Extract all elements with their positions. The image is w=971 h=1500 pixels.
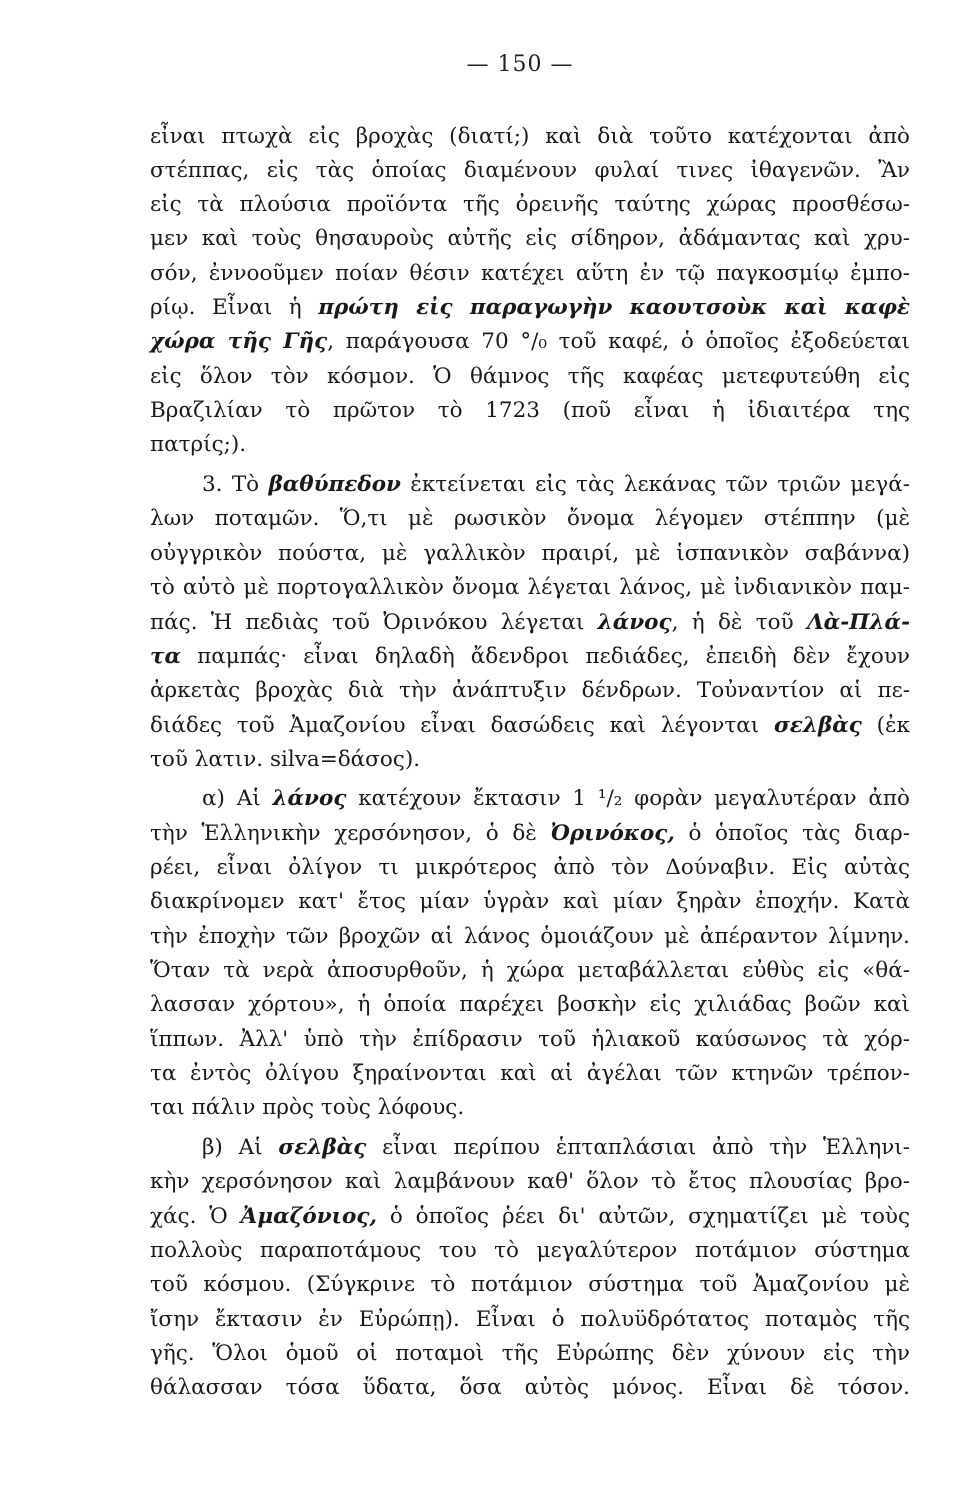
text-line: [150, 257, 910, 291]
text-line: [150, 222, 910, 256]
text-run: ρίῳ. Εἶναι ἡ: [150, 295, 319, 320]
text-run: γῆς. Ὅλοι ὁμοῦ οἱ ποταμοὶ τῆς Εὐρώπης δὲν χύνουν εἰς τὴν: [150, 1341, 910, 1366]
text-run: τα ἐντὸς ὀλίγου ξηραίνονται καὶ αἱ ἀγέλαι τῶν κτηνῶν τρέπον-: [150, 1061, 910, 1086]
text-line: [150, 1165, 910, 1199]
text-run: οὐγγρικὸν πούστα, μὲ γαλλικὸν πραιρί, μὲ ἱσπανικὸν σαβάννα): [150, 541, 910, 566]
text-line: [150, 817, 910, 851]
text-run: ται πάλιν πρὸς τοὺς λόφους.: [150, 1095, 465, 1120]
emphasized-term: σελβὰς: [773, 713, 862, 738]
text-run: τὴν ἐποχὴν τῶν βροχῶν αἱ λάνος ὁμοιάζουν μὲ ἀπέραντον λίμνην.: [150, 924, 910, 949]
text-run: , παράγουσα 70 °/₀ τοῦ καφέ, ὁ ὁποῖος ἐξοδεύεται: [327, 329, 910, 354]
text-line: [150, 1234, 910, 1268]
text-run: παμπάς· εἶναι δηλαδὴ ἄδενδροι πεδιάδες, ἐπειδὴ δὲν ἔχουν: [181, 644, 910, 669]
text-line: [150, 1268, 910, 1302]
text-line: [150, 851, 910, 885]
text-run: διακρίνομεν κατ' ἔτος μίαν ὑγρὰν καὶ μίαν ξηρὰν ἐποχήν. Κατὰ: [150, 889, 910, 914]
emphasized-term: σελβὰς: [278, 1135, 367, 1160]
text-line: [202, 468, 910, 502]
text-line: [150, 920, 910, 954]
page-number: — 150 —: [466, 52, 574, 77]
emphasized-term: βαθύπεδον: [268, 472, 401, 497]
emphasized-term: λάνος: [272, 786, 347, 811]
text-line: [150, 428, 910, 462]
text-line: [150, 537, 910, 571]
text-line: [202, 1131, 910, 1165]
text-line: [150, 1337, 910, 1371]
text-line: [150, 1303, 910, 1337]
text-run: τὸ αὐτὸ μὲ πορτογαλλικὸν ὄνομα λέγεται λάνος, μὲ ἰνδιανικὸν παμ-: [150, 575, 910, 600]
text-run: ὁ ὁποῖος τὰς διαρ-: [674, 821, 910, 846]
text-line: [150, 1023, 910, 1057]
text-run: ὁ ὁποῖος ῥέει δι' αὐτῶν, σχηματίζει μὲ τοὺς: [376, 1204, 910, 1229]
text-run: ἐκτείνεται εἰς τὰς λεκάνας τῶν τριῶν μεγά-: [400, 472, 910, 497]
text-line: [150, 291, 910, 325]
text-run: σόν, ἐννοοῦμεν ποίαν θέσιν κατέχει αὕτη ἐν τῷ παγκοσμίῳ ἐμπο-: [150, 261, 910, 286]
text-run: κατέχουν ἔκτασιν 1 ¹/₂ φορὰν μεγαλυτέραν ἀπὸ: [346, 786, 910, 811]
text-line: [150, 1371, 910, 1405]
text-run: στέππας, εἰς τὰς ὁποίας διαμένουν φυλαί τινες ἰθαγενῶν. Ἂν: [150, 158, 910, 183]
text-line: [150, 1057, 910, 1091]
text-line: [150, 640, 910, 674]
emphasized-term: τα: [150, 644, 182, 669]
text-run: 3. Τὸ: [202, 472, 269, 497]
text-run: εἶναι περίπου ἑπταπλάσιαι ἀπὸ τὴν Ἑλληνι-: [366, 1135, 910, 1160]
text-run: , ἡ δὲ τοῦ: [671, 610, 807, 635]
text-line: [150, 1091, 910, 1125]
text-run: εἰς ὅλον τὸν κόσμον. Ὁ θάμνος τῆς καφέας μετεφυτεύθη εἰς: [150, 364, 910, 389]
emphasized-term: λάνος: [597, 610, 672, 635]
text-run: εἶναι πτωχὰ εἰς βροχὰς (διατί;) καὶ διὰ τοῦτο κατέχονται ἀπὸ: [150, 124, 910, 149]
text-line: [150, 743, 910, 777]
text-run: χάς. Ὁ: [150, 1204, 241, 1229]
text-run: Ὅταν τὰ νερὰ ἀποσυρθοῦν, ἡ χώρα μεταβάλλεται εὐθὺς εἰς «θά-: [150, 958, 910, 983]
text-line: [150, 1200, 910, 1234]
text-run: β) Αἱ: [202, 1135, 279, 1160]
text-run: λασσαν χόρτου», ἡ ὁποία παρέχει βοσκὴν εἰς χιλιάδας βοῶν καὶ: [150, 992, 910, 1017]
text-run: κὴν χερσόνησον καὶ λαμβάνουν καθ' ὅλον τὸ ἔτος πλουσίας βρο-: [150, 1169, 910, 1194]
text-run: πολλοὺς παραποτάμους του τὸ μεγαλύτερον ποτάμιον σύστημα: [150, 1238, 910, 1263]
text-line: [150, 709, 910, 743]
text-run: διάδες τοῦ Ἀμαζονίου εἶναι δασώδεις καὶ λέγονται: [150, 713, 774, 738]
text-run: εἰς τὰ πλούσια προϊόντα τῆς ὀρεινῆς ταύτης χώρας προσθέσω-: [150, 192, 910, 217]
text-run: ρέει, εἶναι ὀλίγον τι μικρότερος ἀπὸ τὸν Δούναβιν. Εἰς αὐτὰς: [150, 855, 910, 880]
text-run: ἴσην ἔκτασιν ἐν Εὐρώπῃ). Εἶναι ὁ πολυϋδρότατος ποταμὸς τῆς: [150, 1307, 910, 1332]
text-line: [150, 188, 910, 222]
text-run: πάς. Ἡ πεδιὰς τοῦ Ὀρινόκου λέγεται: [150, 610, 598, 635]
text-line: [150, 571, 910, 605]
text-run: (ἐκ: [861, 713, 910, 738]
text-line: [150, 325, 910, 359]
text-run: μεν καὶ τοὺς θησαυροὺς αὐτῆς εἰς σίδηρον, ἀδάμαντας καὶ χρυ-: [150, 226, 910, 251]
text-run: ἵππων. Ἀλλ' ὑπὸ τὴν ἐπίδρασιν τοῦ ἡλιακοῦ καύσωνος τὰ χόρ-: [150, 1027, 910, 1052]
emphasized-term: χώρα τῆς Γῆς: [150, 329, 328, 354]
text-run: α) Αἱ: [202, 786, 273, 811]
emphasized-term: Ἀμαζόνιος,: [240, 1204, 377, 1229]
text-run: τοῦ λατιν. silva=δάσος).: [150, 747, 421, 772]
text-run: πατρίς;).: [150, 432, 247, 457]
text-line: [150, 954, 910, 988]
emphasized-term: Λὰ-Πλά-: [806, 610, 910, 635]
text-run: τοῦ κόσμου. (Σύγκρινε τὸ ποτάμιον σύστημα τοῦ Ἀμαζονίου μὲ: [150, 1272, 910, 1297]
text-line: [150, 502, 910, 536]
text-line: [150, 394, 910, 428]
text-run: ἀρκετὰς βροχὰς διὰ τὴν ἀνάπτυξιν δένδρων. Τοὐναντίον αἱ πε-: [150, 678, 910, 703]
text-run: Βραζιλίαν τὸ πρῶτον τὸ 1723 (ποῦ εἶναι ἡ ἰδιαιτέρα της: [150, 398, 910, 423]
text-line: [202, 782, 910, 816]
text-run: τὴν Ἑλληνικὴν χερσόνησον, ὁ δὲ: [150, 821, 551, 846]
emphasized-term: πρώτη εἰς παραγωγὴν καουτσοὺκ καὶ καφὲ: [318, 295, 910, 320]
emphasized-term: Ὀρινόκος,: [550, 821, 675, 846]
text-line: [150, 154, 910, 188]
text-line: [150, 885, 910, 919]
text-line: [150, 606, 910, 640]
text-line: [150, 360, 910, 394]
text-line: [150, 120, 910, 154]
text-line: [150, 674, 910, 708]
text-run: θάλασσαν τόσα ὕδατα, ὅσα αὐτὸς μόνος. Εἶναι δὲ τόσον.: [150, 1375, 910, 1400]
text-run: λων ποταμῶν. Ὅ,τι μὲ ρωσικὸν ὄνομα λέγομεν στέππην (μὲ: [150, 506, 910, 531]
text-line: [150, 988, 910, 1022]
